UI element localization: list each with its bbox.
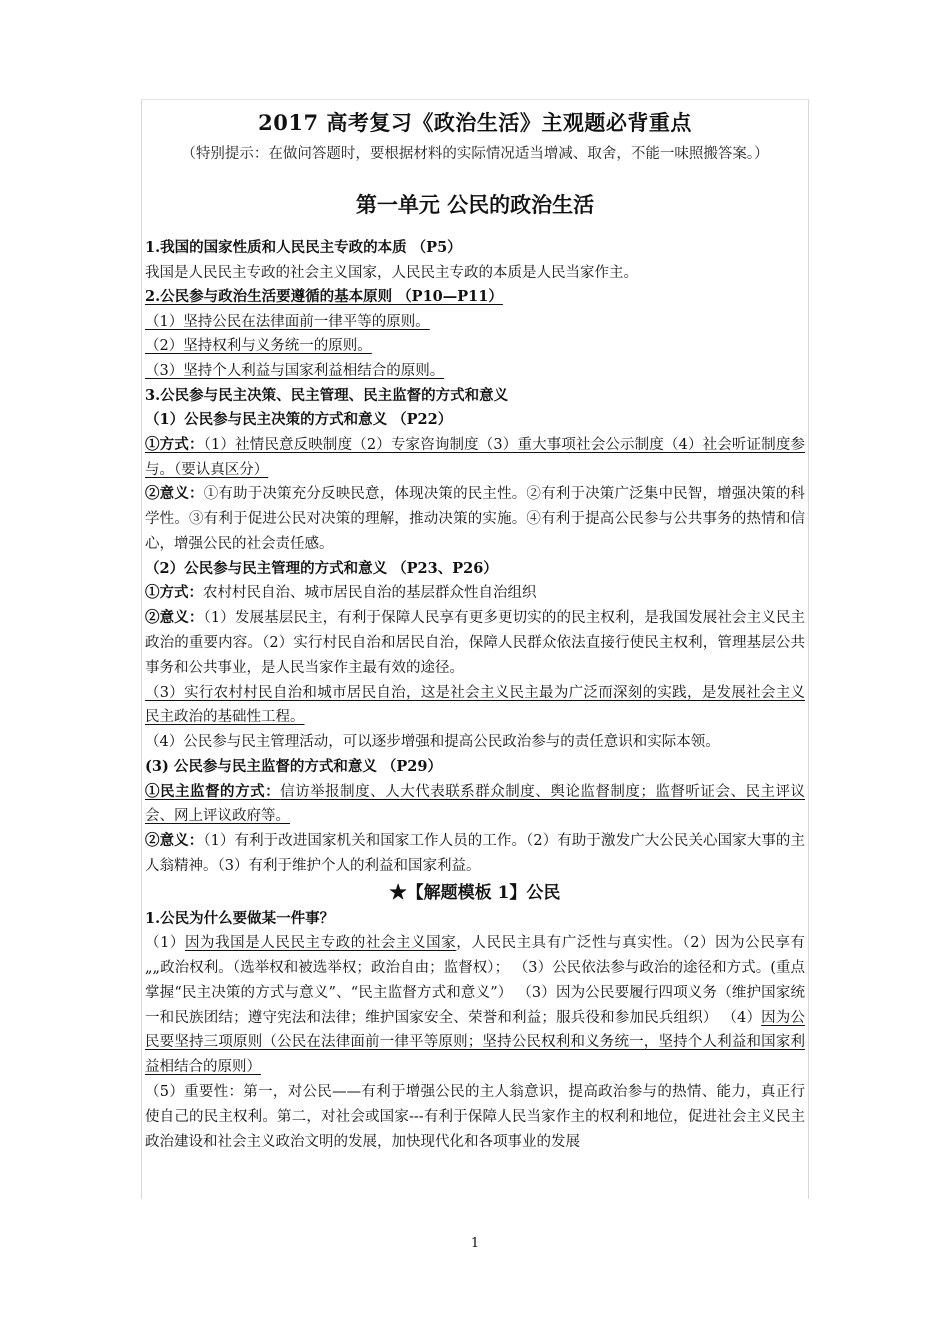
content-frame xyxy=(141,99,809,1199)
section-3-2-significance-3: （3）实行农村村民自治和城市居民自治，这是社会主义民主最为广泛而深刻的实践，是发展社会主义民主政治的基础性工程。 xyxy=(145,684,805,726)
section-3-3-heading: (3) 公民参与民主监督的方式和意义 （P29） xyxy=(145,757,442,775)
significance-text: （1）有利于改进国家机关和国家工作人员的工作。（2）有助于激发广大公民关心国家大事的主人翁精神。（3）有利于维护个人的利益和国家利益。 xyxy=(145,833,805,874)
section-3-2-significance-4: （4）公民参与民主管理活动，可以逐步增强和提高公民政治参与的责任意识和实际本领。 xyxy=(145,734,720,751)
methods-text: 农村村民自治、城市居民自治的基层群众性自治组织 xyxy=(203,585,537,602)
page-number: 1 xyxy=(470,1236,480,1251)
answer-part-underlined: 因为我国是人民民主专政的社会主义国家 xyxy=(184,935,457,952)
template-heading: ★【解题模板 1】公民 xyxy=(389,882,561,903)
section-2-heading: 2.公民参与政治生活要遵循的基本原则 （P10—P11） xyxy=(145,288,503,306)
section-3-1-heading: （1）公民参与民主决策的方式和意义 （P22） xyxy=(145,411,453,429)
answer-part: ，人民民主具有广泛性与真实性。（2）因为公民享有„„政治权利。（选举权和被选举权；政治自由；监督权）； （3）公民依法参与政治的途径和方式。(重点掌握“民主决策的方式与意义”、“民主监督方式和意义”） （3）因为公民要履行四项义务（维护国家统一和民族团结；遵守宪法和法律；维护国家安全、荣誉和利益；服兵役和参加民兵组织） （4） xyxy=(145,935,805,1026)
section-2-item-1: （1）坚持公民在法律面前一律平等的原则。 xyxy=(145,313,430,330)
special-note: （特别提示：在做问答题时，要根据材料的实际情况适当增减、取舍，不能一味照搬答案。） xyxy=(181,146,769,162)
question-1-heading: 1.公民为什么要做某一件事？ xyxy=(145,909,335,927)
section-3-3-methods xyxy=(145,780,805,830)
section-2-item-2: （2）坚持权利与义务统一的原则。 xyxy=(145,338,372,355)
question-1-answer xyxy=(145,931,805,1080)
methods-label: ①民主监督的方式： xyxy=(145,782,281,800)
section-3-2-significance xyxy=(145,606,805,680)
section-1-body: 我国是人民民主专政的社会主义国家，人民民主专政的本质是人民当家作主。 xyxy=(145,264,638,281)
question-1-importance: （5）重要性：第一，对公民——有利于增强公民的主人翁意识，提高政治参与的热情、能力，真正行使自己的民主权利。第二，对社会或国家---有利于保障人民当家作主的权利和地位，促进社会主义民主政治建设和社会主义政治文明的发展，加快现代化和各项事业的发展 xyxy=(145,1084,805,1150)
significance-label: ②意义： xyxy=(145,832,204,850)
section-3-1-significance xyxy=(145,482,805,556)
answer-part: （1） xyxy=(145,935,185,952)
section-3-2-heading: （2）公民参与民主管理的方式和意义 （P23、P26） xyxy=(145,559,498,577)
significance-text: ①有助于决策充分反映民意，体现决策的民主性。②有利于决策广泛集中民智，增强决策的科学性。③有利于促进公民对决策的理解，推动决策的实施。④有利于提高公民参与公共事务的热情和信心，增强公民的社会责任感。 xyxy=(145,486,806,552)
answer-part-underlined: 因为公民要坚持三项原则（公民在法律面前一律平等原则；坚持公民权利和义务统一，坚持个人利益和国家利益相结合的原则） xyxy=(145,1009,805,1076)
section-1-heading: 1.我国的国家性质和人民民主专政的本质 （P5） xyxy=(145,239,462,256)
significance-text: （1）发展基层民主，有利于保障人民享有更多更切实的的民主权利，是我国发展社会主义民主政治的重要内容。（2）实行村民自治和居民自治，保障人民群众依法直接行使民主权利，管理基层公共事务和公共事业，是人民当家作主最有效的途径。 xyxy=(145,610,805,676)
section-3-1-methods xyxy=(145,433,805,483)
document-title: 2017 高考复习《政治生活》主观题必背重点 xyxy=(258,110,692,135)
section-3-3-significance xyxy=(145,829,805,879)
methods-text: （1）社情民意反映制度（2）专家咨询制度（3）重大事项社会公示制度（4）社会听证制度参与。（要认真区分） xyxy=(145,436,806,478)
methods-text: 信访举报制度、人大代表联系群众制度、舆论监督制度；监督听证会、民主评议会、网上评议政府等。 xyxy=(145,783,806,825)
significance-label: ②意义： xyxy=(145,609,204,627)
unit-heading: 第一单元 公民的政治生活 xyxy=(355,192,595,217)
section-3-2-methods xyxy=(145,581,805,606)
methods-label: ①方式： xyxy=(145,584,203,602)
section-2-item-3: （3）坚持个人利益与国家利益相结合的原则。 xyxy=(145,362,445,379)
section-3-heading: 3.公民参与民主决策、民主管理、民主监督的方式和意义 xyxy=(145,386,509,404)
significance-label: ②意义： xyxy=(145,485,204,503)
methods-label: ①方式： xyxy=(145,435,204,453)
